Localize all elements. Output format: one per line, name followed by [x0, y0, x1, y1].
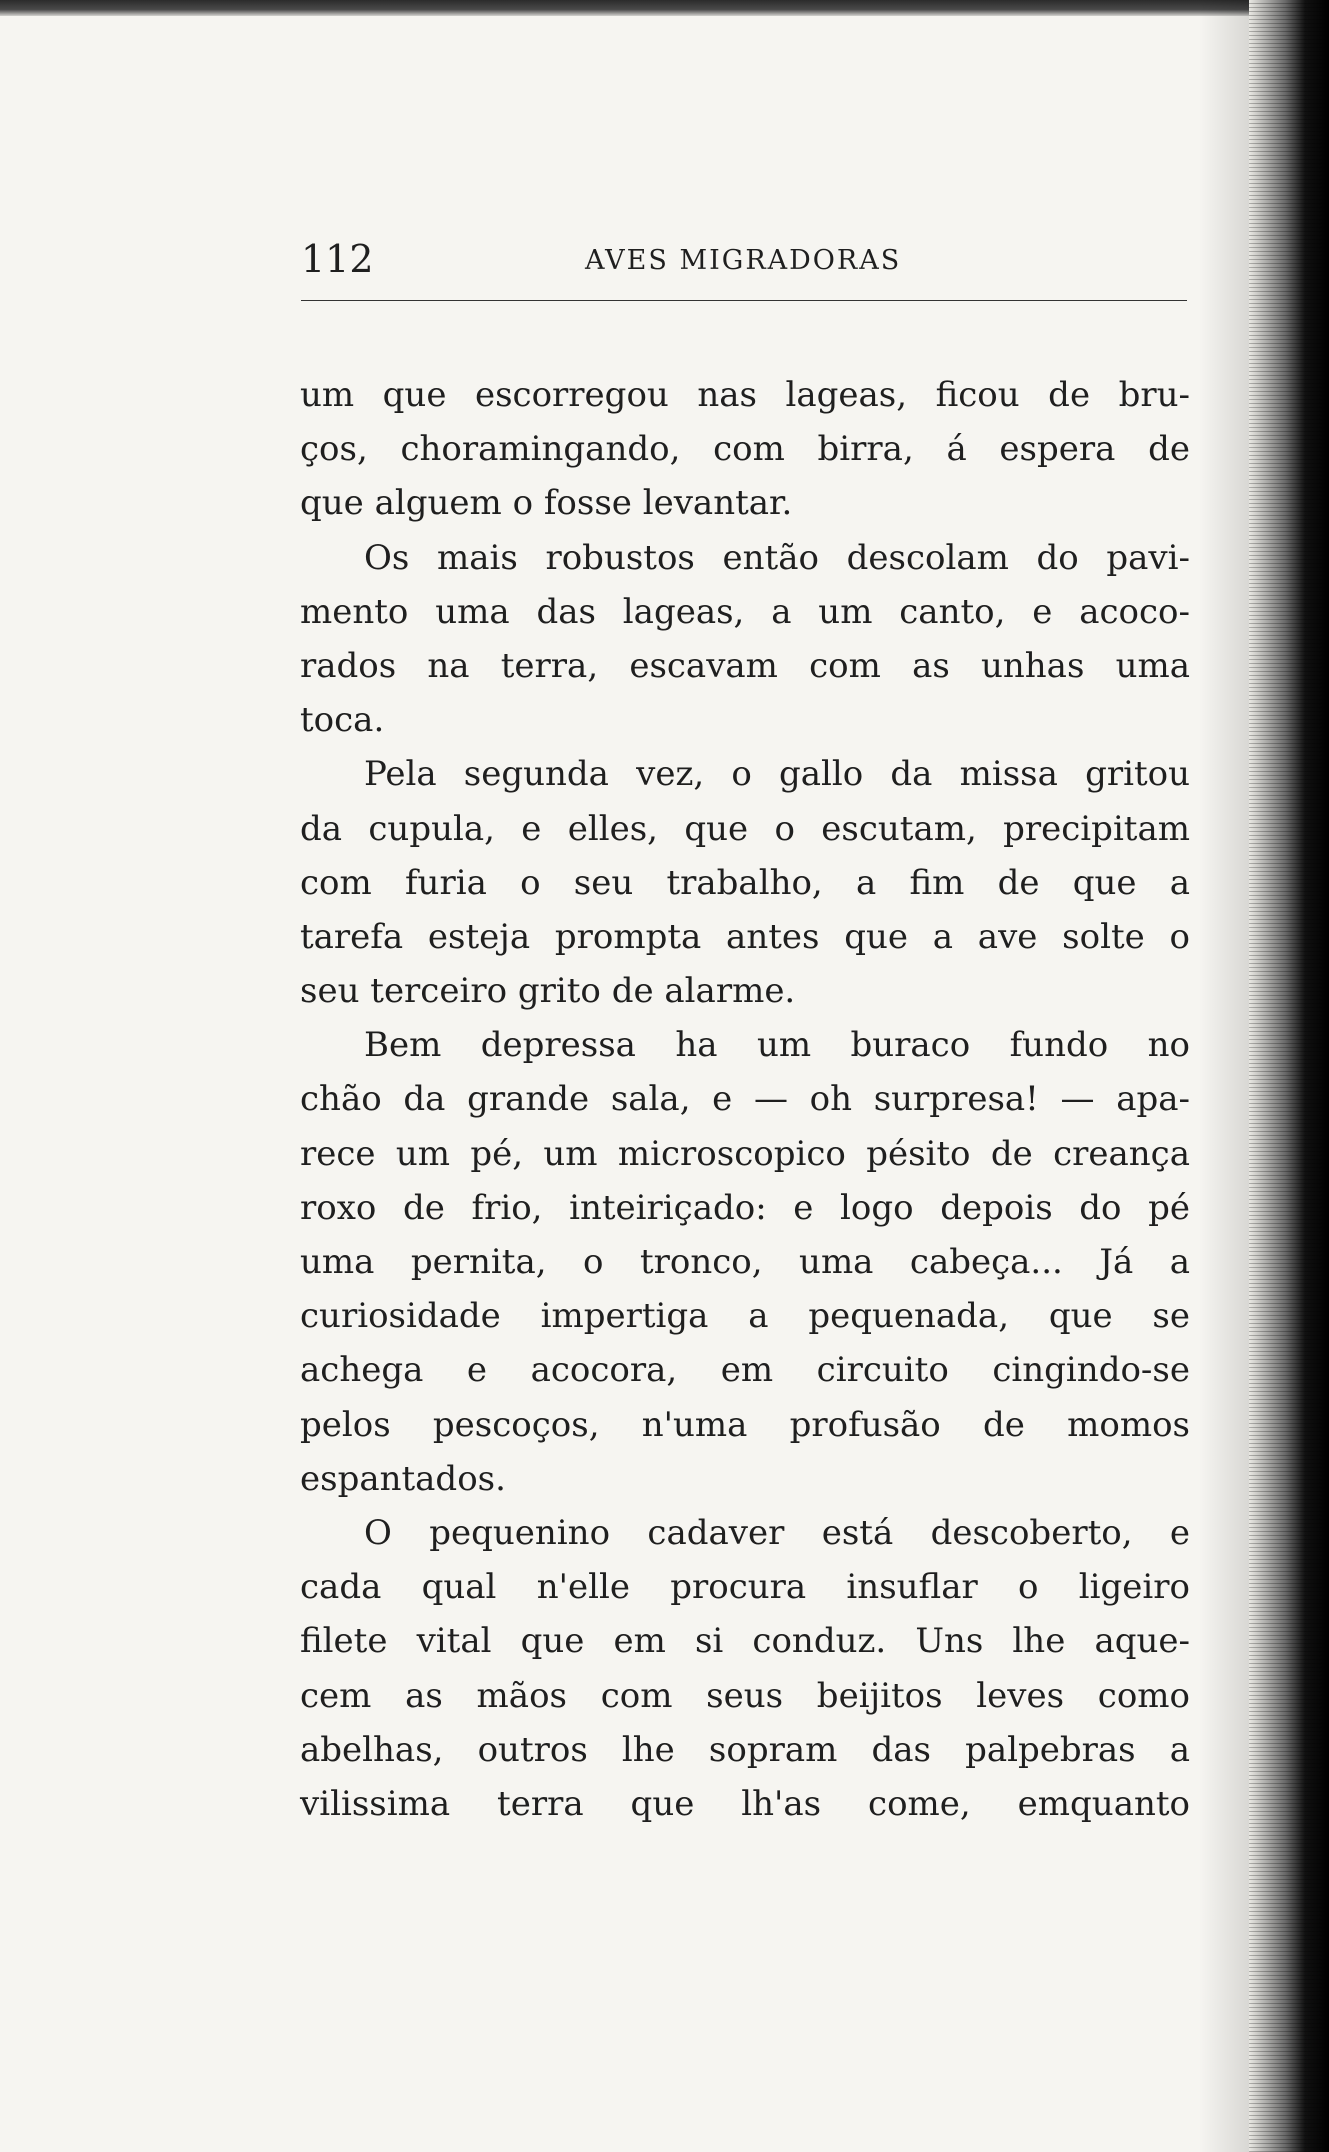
text-line: chão da grande sala, e — oh surpresa! — apa-: [300, 1079, 1190, 1120]
text-line: curiosidade impertiga a pequenada, que se: [300, 1296, 1190, 1337]
text-line: um que escorregou nas lageas, ficou de bru-: [300, 375, 1190, 415]
text-line: espantados.: [300, 1458, 506, 1499]
text-line: rados na terra, escavam com as unhas uma: [300, 645, 1190, 686]
text-line: uma pernita, o tronco, uma cabeça... Já a: [300, 1242, 1190, 1282]
running-head: AVES MIGRADORAS: [585, 245, 902, 276]
text-line: toca.: [300, 700, 385, 741]
text-line: vilissima terra que lh'as come, emquanto: [300, 1783, 1190, 1824]
text-line: da cupula, e elles, que o escutam, precipitam: [300, 808, 1190, 849]
page-top-edge: [0, 0, 1280, 16]
book-binding-edge: [1249, 0, 1329, 2152]
text-line: pelos pescoços, n'uma profusão de momos: [300, 1404, 1190, 1445]
header-rule: [301, 300, 1187, 301]
page-number: 112: [301, 237, 374, 281]
body-text: [300, 368, 1190, 1831]
text-line: cem as mãos com seus beijitos leves como: [300, 1675, 1190, 1716]
text-line: seu terceiro grito de alarme.: [300, 971, 796, 1012]
text-line: ços, choramingando, com birra, á espera de: [300, 429, 1190, 470]
text-line: abelhas, outros lhe sopram das palpebras a: [300, 1729, 1190, 1770]
page-header: [301, 234, 1187, 284]
text-line: mento uma das lageas, a um canto, e acoco-: [300, 591, 1190, 632]
text-line: filete vital que em si conduz. Uns lhe aque-: [300, 1621, 1190, 1662]
binding-shadow: [1199, 0, 1249, 2152]
text-line: rece um pé, um microscopico pésito de creança: [300, 1133, 1190, 1174]
text-line: que alguem o fosse levantar.: [300, 483, 793, 524]
text-line: achega e acocora, em circuito cingindo-se: [300, 1350, 1190, 1391]
text-line: Bem depressa ha um buraco fundo no: [364, 1025, 1190, 1066]
text-line: Os mais robustos então descolam do pavi-: [364, 537, 1190, 578]
text-line: tarefa esteja prompta antes que a ave solte o: [300, 916, 1190, 957]
text-line: Pela segunda vez, o gallo da missa gritou: [364, 754, 1190, 795]
text-line: roxo de frio, inteiriçado: e logo depois do pé: [300, 1187, 1190, 1228]
text-line: O pequenino cadaver está descoberto, e: [364, 1512, 1190, 1553]
text-line: com furia o seu trabalho, a fim de que a: [300, 862, 1190, 903]
text-line: cada qual n'elle procura insuflar o ligeiro: [300, 1567, 1190, 1608]
